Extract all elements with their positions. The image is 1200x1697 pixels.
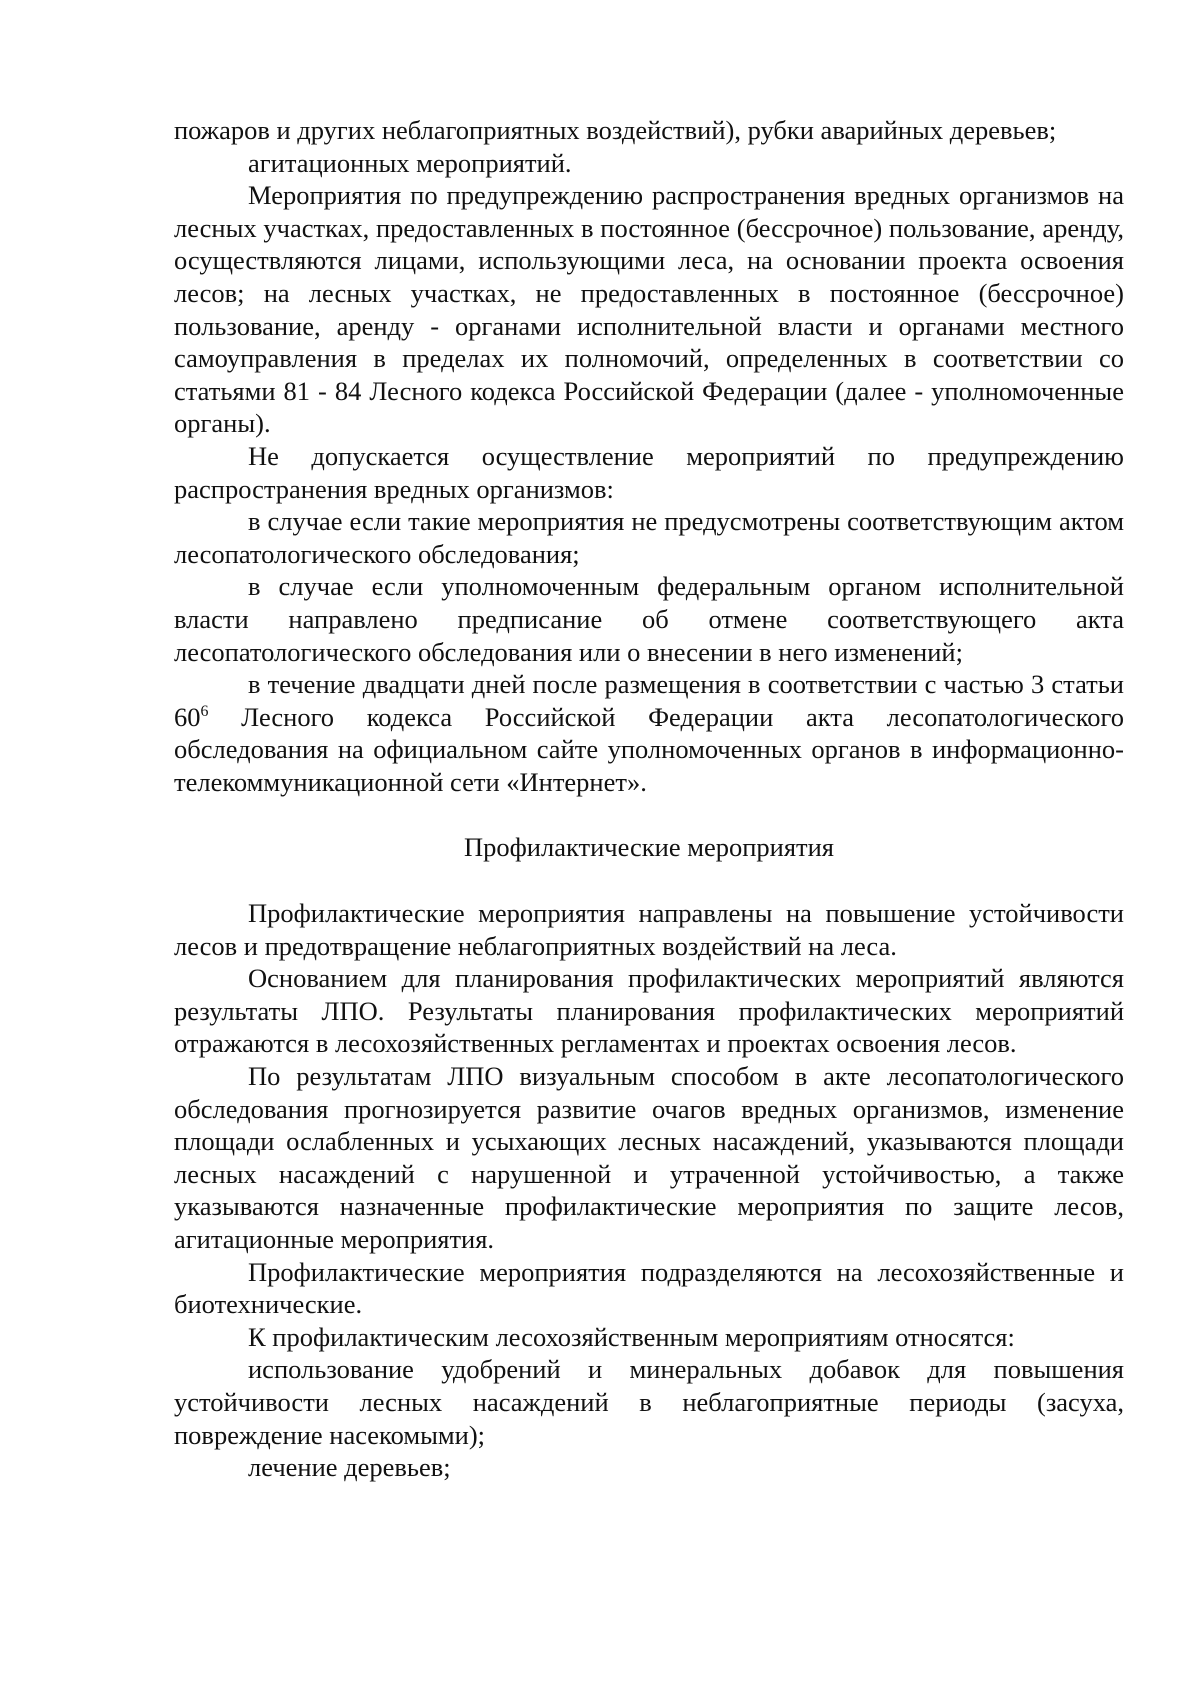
paragraph-continuation: пожаров и других неблагоприятных воздействий), рубки аварийных деревьев; — [174, 115, 1057, 145]
paragraph-forestry-measures: К профилактическим лесохозяйственным мероприятиям относятся: — [248, 1321, 1015, 1352]
paragraph-planning-basis: Основанием для планирования профилактических мероприятий являются результаты ЛПО. Результаты планирования профилактических мероприятий отражаются в лесохозяйственных регламентах и проектах освоения лесов. — [174, 963, 1124, 1059]
paragraph-twenty-days — [174, 668, 1124, 798]
document-page — [174, 114, 1124, 1484]
paragraph-agitation: агитационных мероприятий. — [248, 147, 572, 178]
paragraph-case-not-provided: в случае если такие мероприятия не предусмотрены соответствующим актом лесопатологического обследования; — [174, 506, 1124, 569]
paragraph-twenty-days-part1: в течение двадцати дней после размещения в соответствии с частью 3 статьи 60 — [174, 669, 1124, 732]
paragraph-subdivision: Профилактические мероприятия подразделяются на лесохозяйственные и биотехнические. — [174, 1256, 1124, 1320]
superscript-index: 6 — [200, 702, 209, 720]
paragraph-tree-treatment: лечение деревьев; — [248, 1452, 451, 1483]
paragraph-preventive-purpose: Профилактические мероприятия направлены на повышение устойчивости лесов и предотвращение неблагоприятных воздействий на леса. — [174, 898, 1124, 961]
paragraph-not-allowed: Не допускается осуществление мероприятий по предупреждению распространения вредных организмов: — [174, 440, 1124, 504]
paragraph-fertilizers: использование удобрений и минеральных добавок для повышения устойчивости лесных насаждений в неблагоприятные периоды (засуха, повреждение насекомыми); — [174, 1354, 1124, 1450]
paragraph-lpo-results: По результатам ЛПО визуальным способом в акте лесопатологического обследования прогнозируется развитие очагов вредных организмов, изменение площади ослабленных и усыхающих лесных насаждений, указываются площади лесных насаждений с нарушенной и утраченной устойчивостью, а также указываются назначенные профилактические мероприятия по защите лесов, агитационные мероприятия. — [174, 1061, 1124, 1254]
paragraph-twenty-days-part2: Лесного кодекса Российской Федерации акта лесопатологического обследования на официальном сайте уполномоченных органов в информационно-телекоммуникационной сети «Интернет». — [174, 701, 1124, 797]
paragraph-case-prescription: в случае если уполномоченным федеральным органом исполнительной власти направлено предписание об отмене соответствующего акта лесопатологического обследования или о внесении в него изменений; — [174, 571, 1124, 667]
section-heading: Профилактические мероприятия — [463, 832, 834, 863]
paragraph-measures-prevention: Мероприятия по предупреждению распространения вредных организмов на лесных участках, предоставленных в постоянное (бессрочное) пользование, аренду, осуществляются лицами, использующими леса, на основании проекта освоения лесов; на лесных участках, не предоставленных в постоянное (бессрочное) пользование, аренду - органами исполнительной власти и органами местного самоуправления в пределах их полномочий, определенных в соответствии со статьями 81 - 84 Лесного кодекса Российской Федерации (далее - уполномоченные органы). — [174, 180, 1124, 439]
